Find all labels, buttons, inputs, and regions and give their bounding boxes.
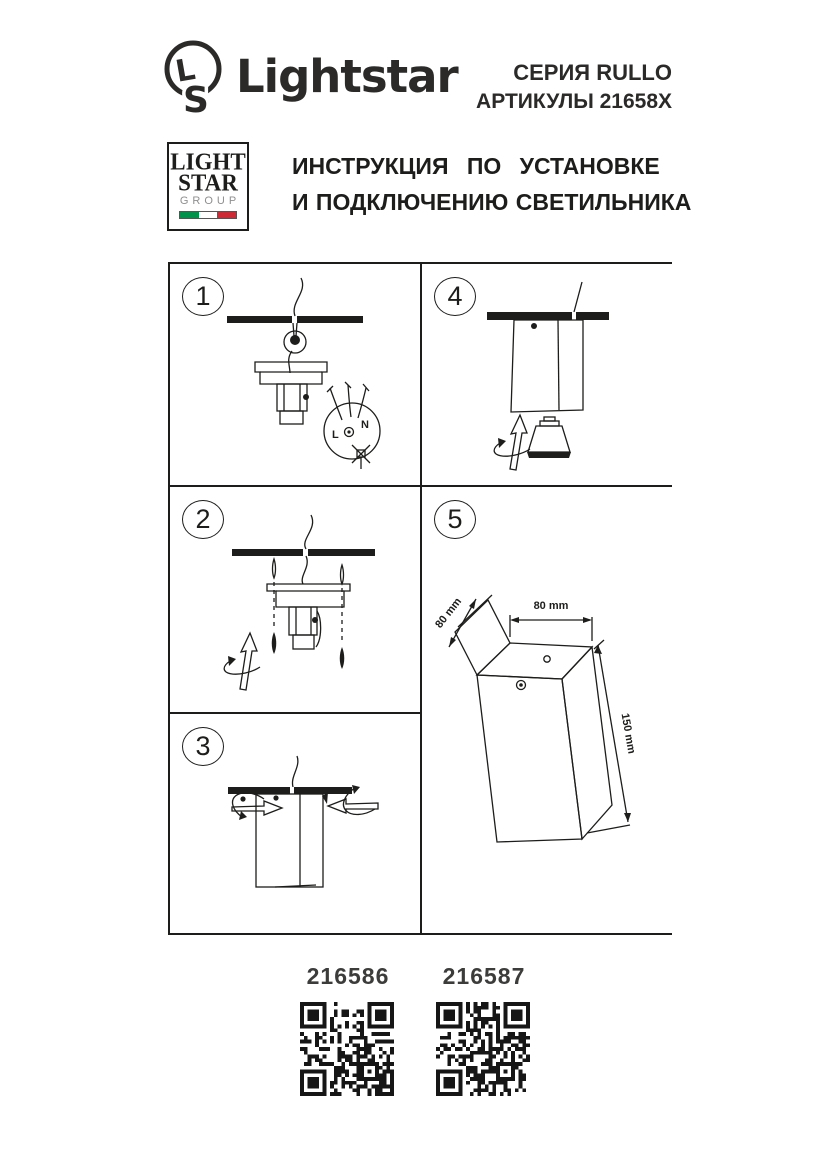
- logo-word-light: LIGHT: [170, 148, 246, 175]
- dim-depth-label: 80 mm: [433, 595, 465, 631]
- step-number-badge: 2: [182, 500, 224, 539]
- dimension-width: [510, 600, 592, 641]
- instruction-step-5: [422, 487, 672, 933]
- screw-head-dot: [240, 796, 245, 801]
- right-screw: [340, 565, 345, 669]
- product-code-1: 216586: [306, 963, 390, 989]
- terminal-detail-circle: [324, 382, 380, 469]
- dim-height-label: 150 mm: [618, 712, 638, 755]
- series-title: СЕРИЯ RULLO: [513, 60, 672, 85]
- italian-flag-stripe: [179, 211, 237, 219]
- ceiling: [227, 316, 363, 323]
- fixing-screw: [352, 445, 370, 469]
- logo-word-star: STAR: [178, 169, 238, 196]
- wire-connector: [284, 323, 306, 373]
- product-code-2: 216587: [442, 963, 526, 989]
- gu10-lamp-icon: [527, 417, 571, 458]
- series-block: [476, 58, 672, 116]
- supply-wire: [292, 756, 297, 787]
- brand-name: Lightstar: [236, 50, 458, 103]
- flag-red: [217, 212, 236, 218]
- instruction-step-2: [170, 487, 422, 714]
- mounting-hole: [544, 656, 550, 662]
- rotation-arrow-icon: [494, 415, 530, 470]
- step-number-badge: 3: [182, 727, 224, 766]
- mounting-bracket: [255, 362, 327, 424]
- fixture-3d-drawing: [455, 595, 612, 842]
- instruction-title-line1: ИНСТРУКЦИЯ ПО УСТАНОВКЕ: [292, 153, 660, 179]
- steps-grid: [168, 262, 672, 935]
- instruction-title: [292, 153, 692, 216]
- instruction-title-line2: И ПОДКЛЮЧЕНИЮ СВЕТИЛЬНИКА: [292, 189, 692, 215]
- supply-wire: [574, 282, 582, 312]
- flag-white: [199, 212, 218, 218]
- step-number-badge: 4: [434, 277, 476, 316]
- step-number-badge: 5: [434, 500, 476, 539]
- rotation-arrow-icon: [224, 633, 260, 690]
- terminal-l-label: L: [332, 429, 339, 441]
- instruction-step-1: [170, 264, 422, 487]
- terminal-n-label: N: [361, 419, 369, 431]
- svg-text:S: S: [183, 80, 209, 121]
- step-number-badge: 1: [182, 277, 224, 316]
- brand-logo: [160, 36, 458, 128]
- qr-code-2: [436, 1002, 530, 1096]
- dimension-depth: [433, 596, 476, 647]
- ceiling: [232, 549, 375, 556]
- mounting-bracket: [267, 584, 350, 649]
- step-5-diagram: [422, 487, 670, 931]
- dim-width-label: 80 mm: [533, 600, 569, 612]
- supply-wire: [305, 515, 313, 549]
- wire-loop: [302, 556, 307, 584]
- flag-green: [180, 212, 199, 218]
- ceiling: [487, 312, 609, 320]
- lightstar-group-logo: [167, 142, 249, 231]
- qr-code-1: [300, 1002, 394, 1096]
- logo-word-group: GROUP: [179, 195, 241, 207]
- supply-wire: [294, 278, 303, 316]
- housing-body: [256, 794, 323, 887]
- screw-head-dot: [531, 323, 537, 329]
- housing-body: [511, 320, 583, 412]
- articles-title: АРТИКУЛЫ 21658X: [476, 90, 672, 113]
- instruction-step-4: [422, 264, 672, 487]
- svg-text:L: L: [172, 51, 198, 90]
- instruction-step-3: [170, 714, 422, 933]
- lightstar-bulb-icon: [160, 36, 226, 128]
- screw-head-dot: [273, 795, 278, 800]
